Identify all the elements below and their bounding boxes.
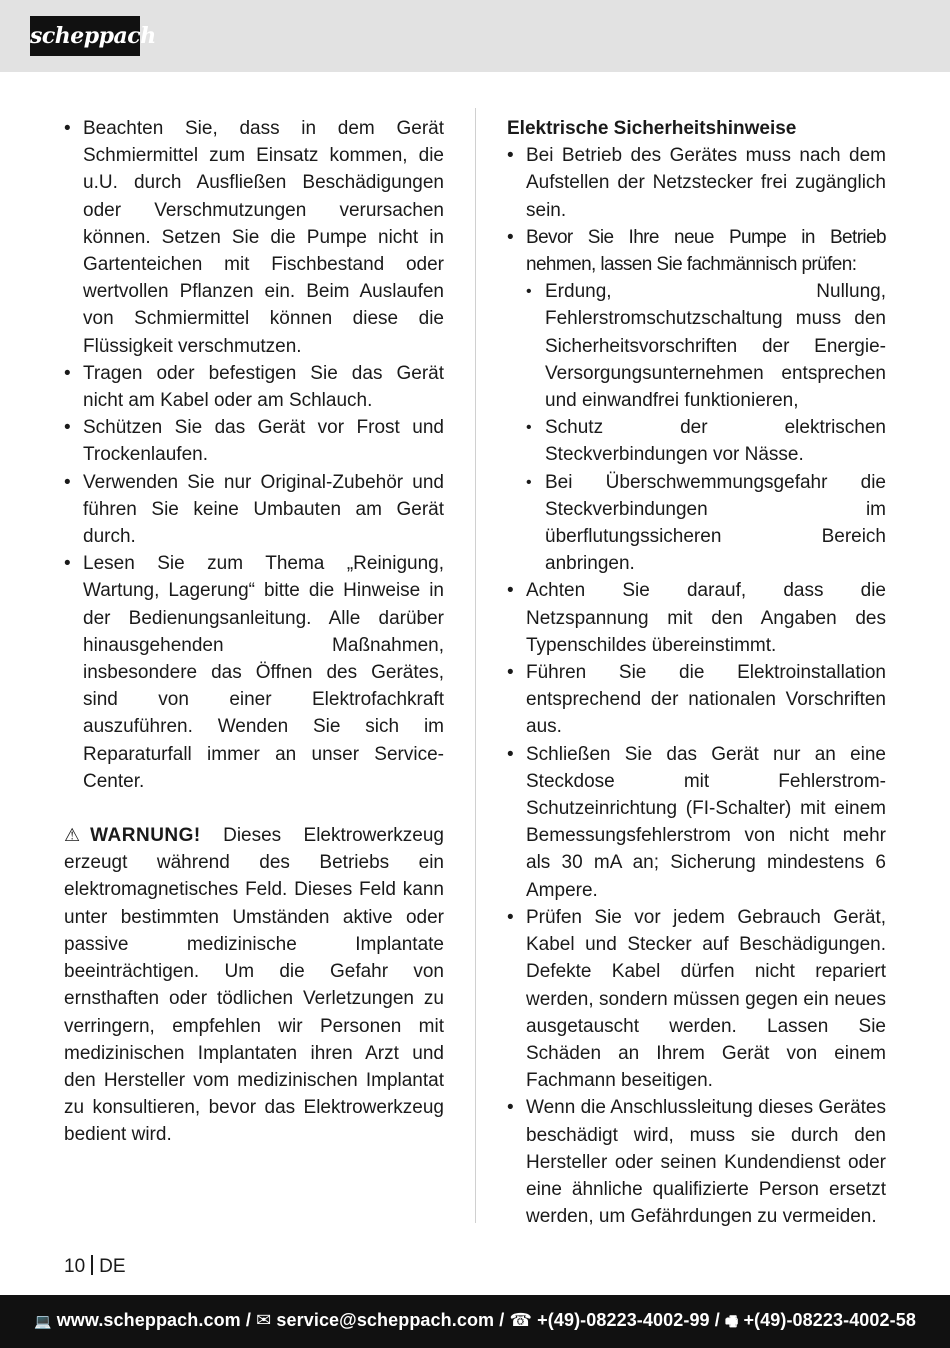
- mail-icon: ✉: [256, 1310, 272, 1330]
- list-item: [507, 224, 886, 578]
- list-item: • Führen Sie die Elektroinstallation entsprechend der nationalen Vorschriften aus.: [507, 659, 886, 741]
- list-item: • Schließen Sie das Gerät nur an eine Steckdose mit Fehlerstrom-Schutzeinrichtung (FI-Schalter) mit einem Bemessungsfehlerstrom von nicht mehr als 30 mA an; Sicherung mindestens 6 Ampere.: [507, 741, 886, 904]
- list-item: • Achten Sie darauf, dass die Netzspannung mit den Angaben des Typenschildes übereinstimmt.: [507, 577, 886, 659]
- list-item: • Prüfen Sie vor jedem Gebrauch Gerät, Kabel und Stecker auf Beschädigungen. Defekte Kabel dürfen nicht repariert werden, sondern müssen gegen ein neues ausgetauscht werden. Lassen Sie Schäden an Ihrem Gerät von einem Fachmann beseitigen.: [507, 904, 886, 1094]
- left-column: [64, 115, 444, 1168]
- page-separator: [91, 1255, 93, 1275]
- page-number: [64, 1255, 126, 1278]
- website-link[interactable]: www.scheppach.com: [56, 1310, 241, 1330]
- list-item: • Lesen Sie zum Thema „Reinigung, Wartung, Lagerung“ bitte die Hinweise in der Bedienungsanleitung. Alle darüber hinausgehenden Maßnahmen, insbesondere das Öffnen des Gerätes, sind von einer Elektrofachkraft auszuführen. Wenden Sie sich im Reparaturfall immer an unser Service-Center.: [64, 550, 444, 795]
- computer-icon: 💻: [34, 1313, 52, 1329]
- sub-bullet-list: [526, 278, 886, 577]
- list-item: • Schützen Sie das Gerät vor Frost und Trockenlaufen.: [64, 414, 444, 468]
- page-number-value: 10: [64, 1256, 86, 1277]
- list-item: • Wenn die Anschlussleitung dieses Gerätes beschädigt wird, muss sie durch den Hersteller oder seinen Kundendienst oder eine ähnliche qualifizierte Person ersetzt werden, um Gefährdungen zu vermeiden.: [507, 1094, 886, 1230]
- warning-triangle-icon: ⚠: [64, 825, 81, 846]
- page-language: DE: [99, 1256, 126, 1277]
- header-bar: [0, 0, 950, 72]
- fax-icon: 🖷: [725, 1313, 739, 1329]
- sub-list-item: • Schutz der elektrischen Steckverbindungen vor Nässe.: [526, 414, 886, 468]
- column-divider: [475, 108, 476, 1223]
- list-item: • Beachten Sie, dass in dem Gerät Schmiermittel zum Einsatz kommen, die u.U. durch Ausfließen Beschädigungen oder Verschmutzungen verursachen können. Setzen Sie die Pumpe nicht in Gartenteichen mit Fischbestand oder wertvollen Pflanzen ein. Beim Auslaufen von Schmiermittel können diese die Flüssigkeit verschmutzen.: [64, 115, 444, 360]
- right-column: [507, 115, 886, 1230]
- warning-paragraph: [64, 822, 444, 1148]
- section-heading: Elektrische Sicherheitshinweise: [507, 118, 797, 139]
- phone-icon: ☎: [509, 1310, 533, 1330]
- contact-footer: [0, 1295, 950, 1348]
- list-item: • Bei Betrieb des Gerätes muss nach dem Aufstellen der Netzstecker frei zugänglich sein.: [507, 142, 886, 224]
- footer-separator: /: [499, 1310, 505, 1330]
- warning-label: WARNUNG!: [90, 825, 201, 847]
- fax-number: +(49)-08223-4002-58: [743, 1310, 916, 1330]
- email-link[interactable]: service@scheppach.com: [276, 1310, 495, 1330]
- safety-bullet-list: [64, 115, 444, 795]
- list-item: • Tragen oder befestigen Sie das Gerät nicht am Kabel oder am Schlauch.: [64, 360, 444, 414]
- warning-text: Dieses Elektrowerkzeug erzeugt während des Betriebs ein elektromagnetisches Feld. Dieses Feld kann unter bestimmten Umständen aktive oder passive medizinische Implantate beeinträchtigen. Um die Gefahr von ernsthaften oder tödlichen Verletzungen zu verringern, empfehlen wir Personen mit medizinischen Implantaten ihren Arzt und den Hersteller vom medizinischen Implantat zu konsultieren, bevor das Elektrowerkzeug bedient wird.: [64, 825, 444, 1146]
- footer-separator: /: [245, 1310, 251, 1330]
- footer-separator: /: [714, 1310, 720, 1330]
- sub-list-item: • Erdung, Nullung, Fehlerstromschutzschaltung muss den Sicherheitsvorschriften der Energie-Versorgungsunternehmen entsprechen und einwandfrei funktionieren,: [526, 278, 886, 414]
- electrical-safety-list: [507, 142, 886, 1230]
- phone-number: +(49)-08223-4002-99: [537, 1310, 710, 1330]
- scheppach-logo: scheppach: [30, 16, 140, 56]
- list-item-text: Bevor Sie Ihre neue Pumpe in Betrieb nehmen, lassen Sie fachmännisch prüfen:: [526, 226, 886, 276]
- list-item: • Verwenden Sie nur Original-Zubehör und führen Sie keine Umbauten am Gerät durch.: [64, 469, 444, 551]
- sub-list-item: • Bei Überschwemmungsgefahr die Steckverbindungen im überflutungssicheren Bereich anbringen.: [526, 469, 886, 578]
